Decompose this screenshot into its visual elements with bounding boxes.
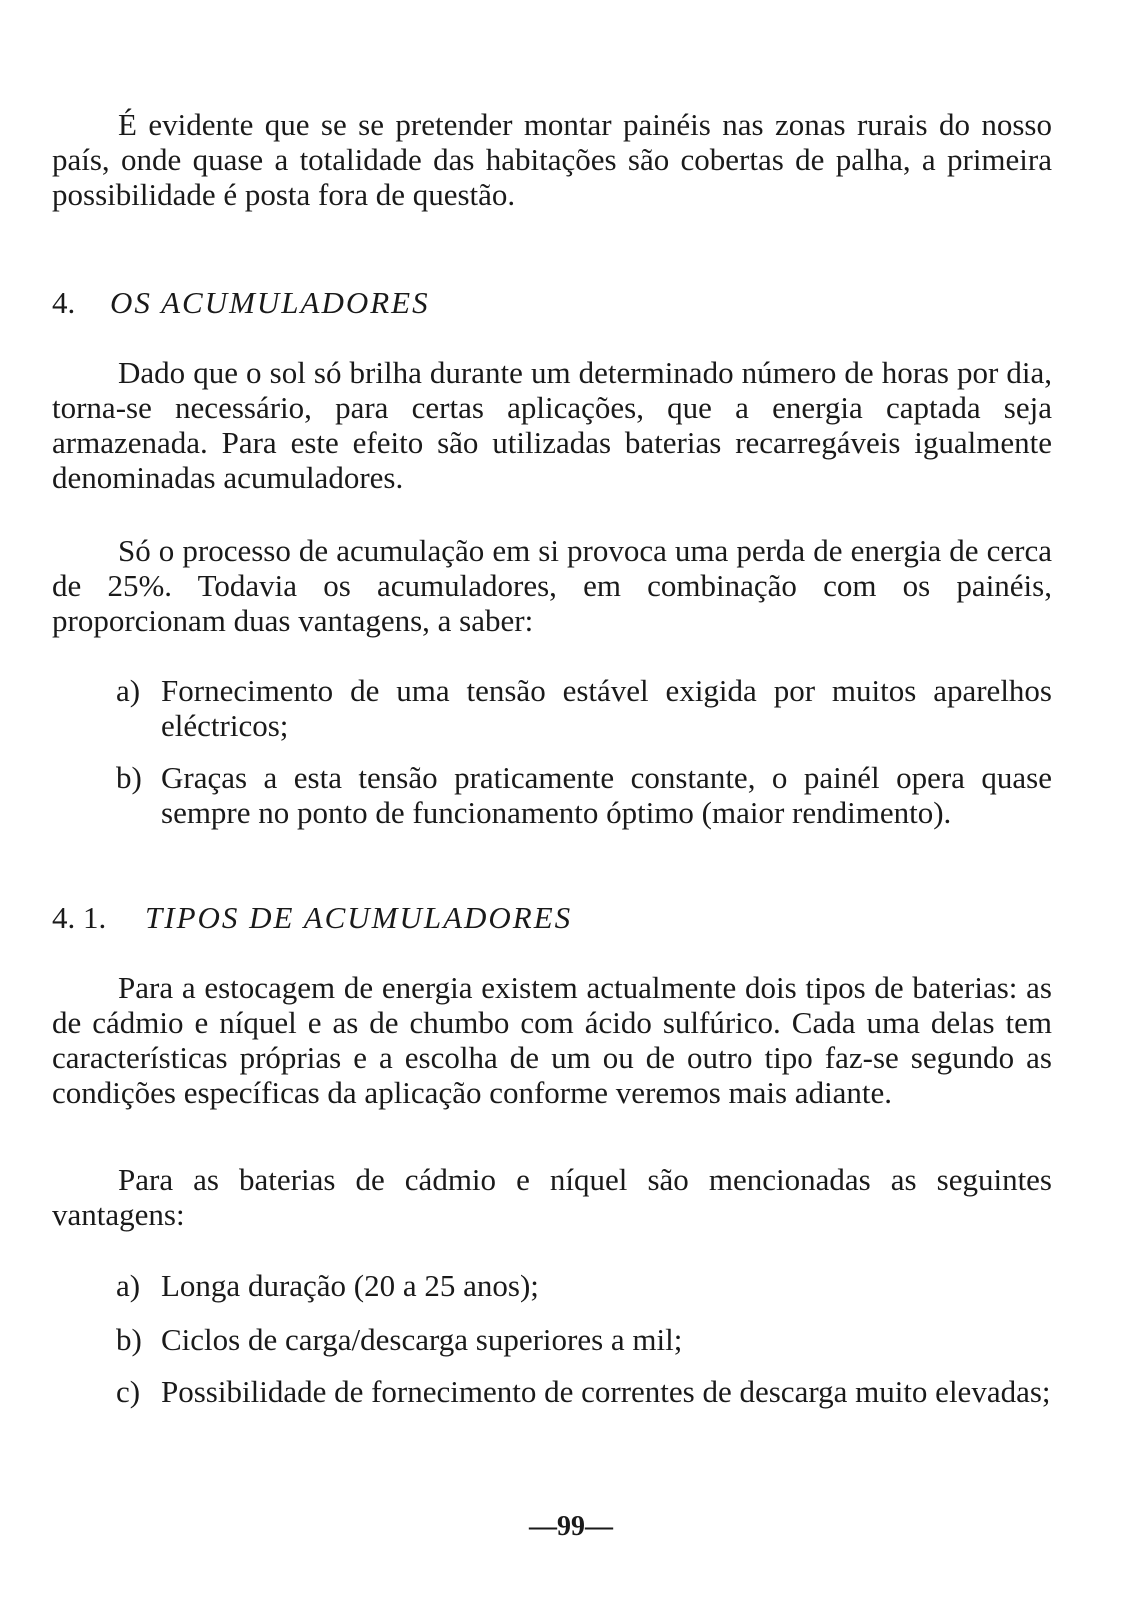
- paragraph-types: Para a estocagem de energia existem actualmente dois tipos de baterias: as de cádmio e níquel e as de chumbo com ácido sulfúrico. Cada uma delas tem características próprias e a escolha de um ou de outro tipo faz-se segundo as condições específicas da aplicação conforme veremos mais adiante.: [52, 970, 1052, 1110]
- list-item: [116, 1268, 1052, 1303]
- section-title: TIPOS DE ACUMULADORES: [145, 900, 573, 935]
- list-item: [116, 673, 1052, 743]
- list-marker: a): [116, 1268, 141, 1303]
- list-item-text: Fornecimento de uma tensão estável exigida por muitos aparelhos eléctricos;: [161, 673, 1052, 743]
- list-marker: c): [116, 1374, 141, 1409]
- list-marker: b): [116, 1322, 142, 1357]
- section-heading-4-1: [52, 900, 572, 935]
- section-title: OS ACUMULADORES: [110, 285, 430, 320]
- list-item: [116, 1322, 1052, 1357]
- list-item-text: Graças a esta tensão praticamente constante, o painél opera quase sempre no ponto de funcionamento óptimo (maior rendimento).: [161, 760, 1052, 830]
- list-item: [116, 760, 1052, 830]
- section-heading-4: [52, 285, 430, 320]
- list-item-text: Ciclos de carga/descarga superiores a mil;: [161, 1322, 683, 1357]
- list-item: [116, 1374, 1052, 1409]
- page-number: —99—: [529, 1511, 613, 1542]
- paragraph-nicad: Para as baterias de cádmio e níquel são mencionadas as seguintes vantagens:: [52, 1162, 1052, 1232]
- list-marker: a): [116, 673, 141, 708]
- list-marker: b): [116, 760, 142, 795]
- section-number: 4. 1.: [52, 900, 107, 935]
- list-item-text: Possibilidade de fornecimento de correntes de descarga muito elevadas;: [161, 1374, 1051, 1409]
- section-number: 4.: [52, 285, 76, 320]
- paragraph-intro: É evidente que se se pretender montar painéis nas zonas rurais do nosso país, onde quase a totalidade das habitações são cobertas de palha, a primeira possibilidade é posta fora de questão.: [52, 107, 1052, 212]
- paragraph-sun: Dado que o sol só brilha durante um determinado número de horas por dia, torna-se necessário, para certas aplicações, que a energia captada seja armazenada. Para este efeito são utilizadas baterias recarregáveis igualmente denominadas acumuladores.: [52, 355, 1052, 495]
- list-item-text: Longa duração (20 a 25 anos);: [161, 1268, 539, 1303]
- paragraph-loss: Só o processo de acumulação em si provoca uma perda de energia de cerca de 25%. Todavia os acumuladores, em combinação com os painéis, proporcionam duas vantagens, a saber:: [52, 533, 1052, 638]
